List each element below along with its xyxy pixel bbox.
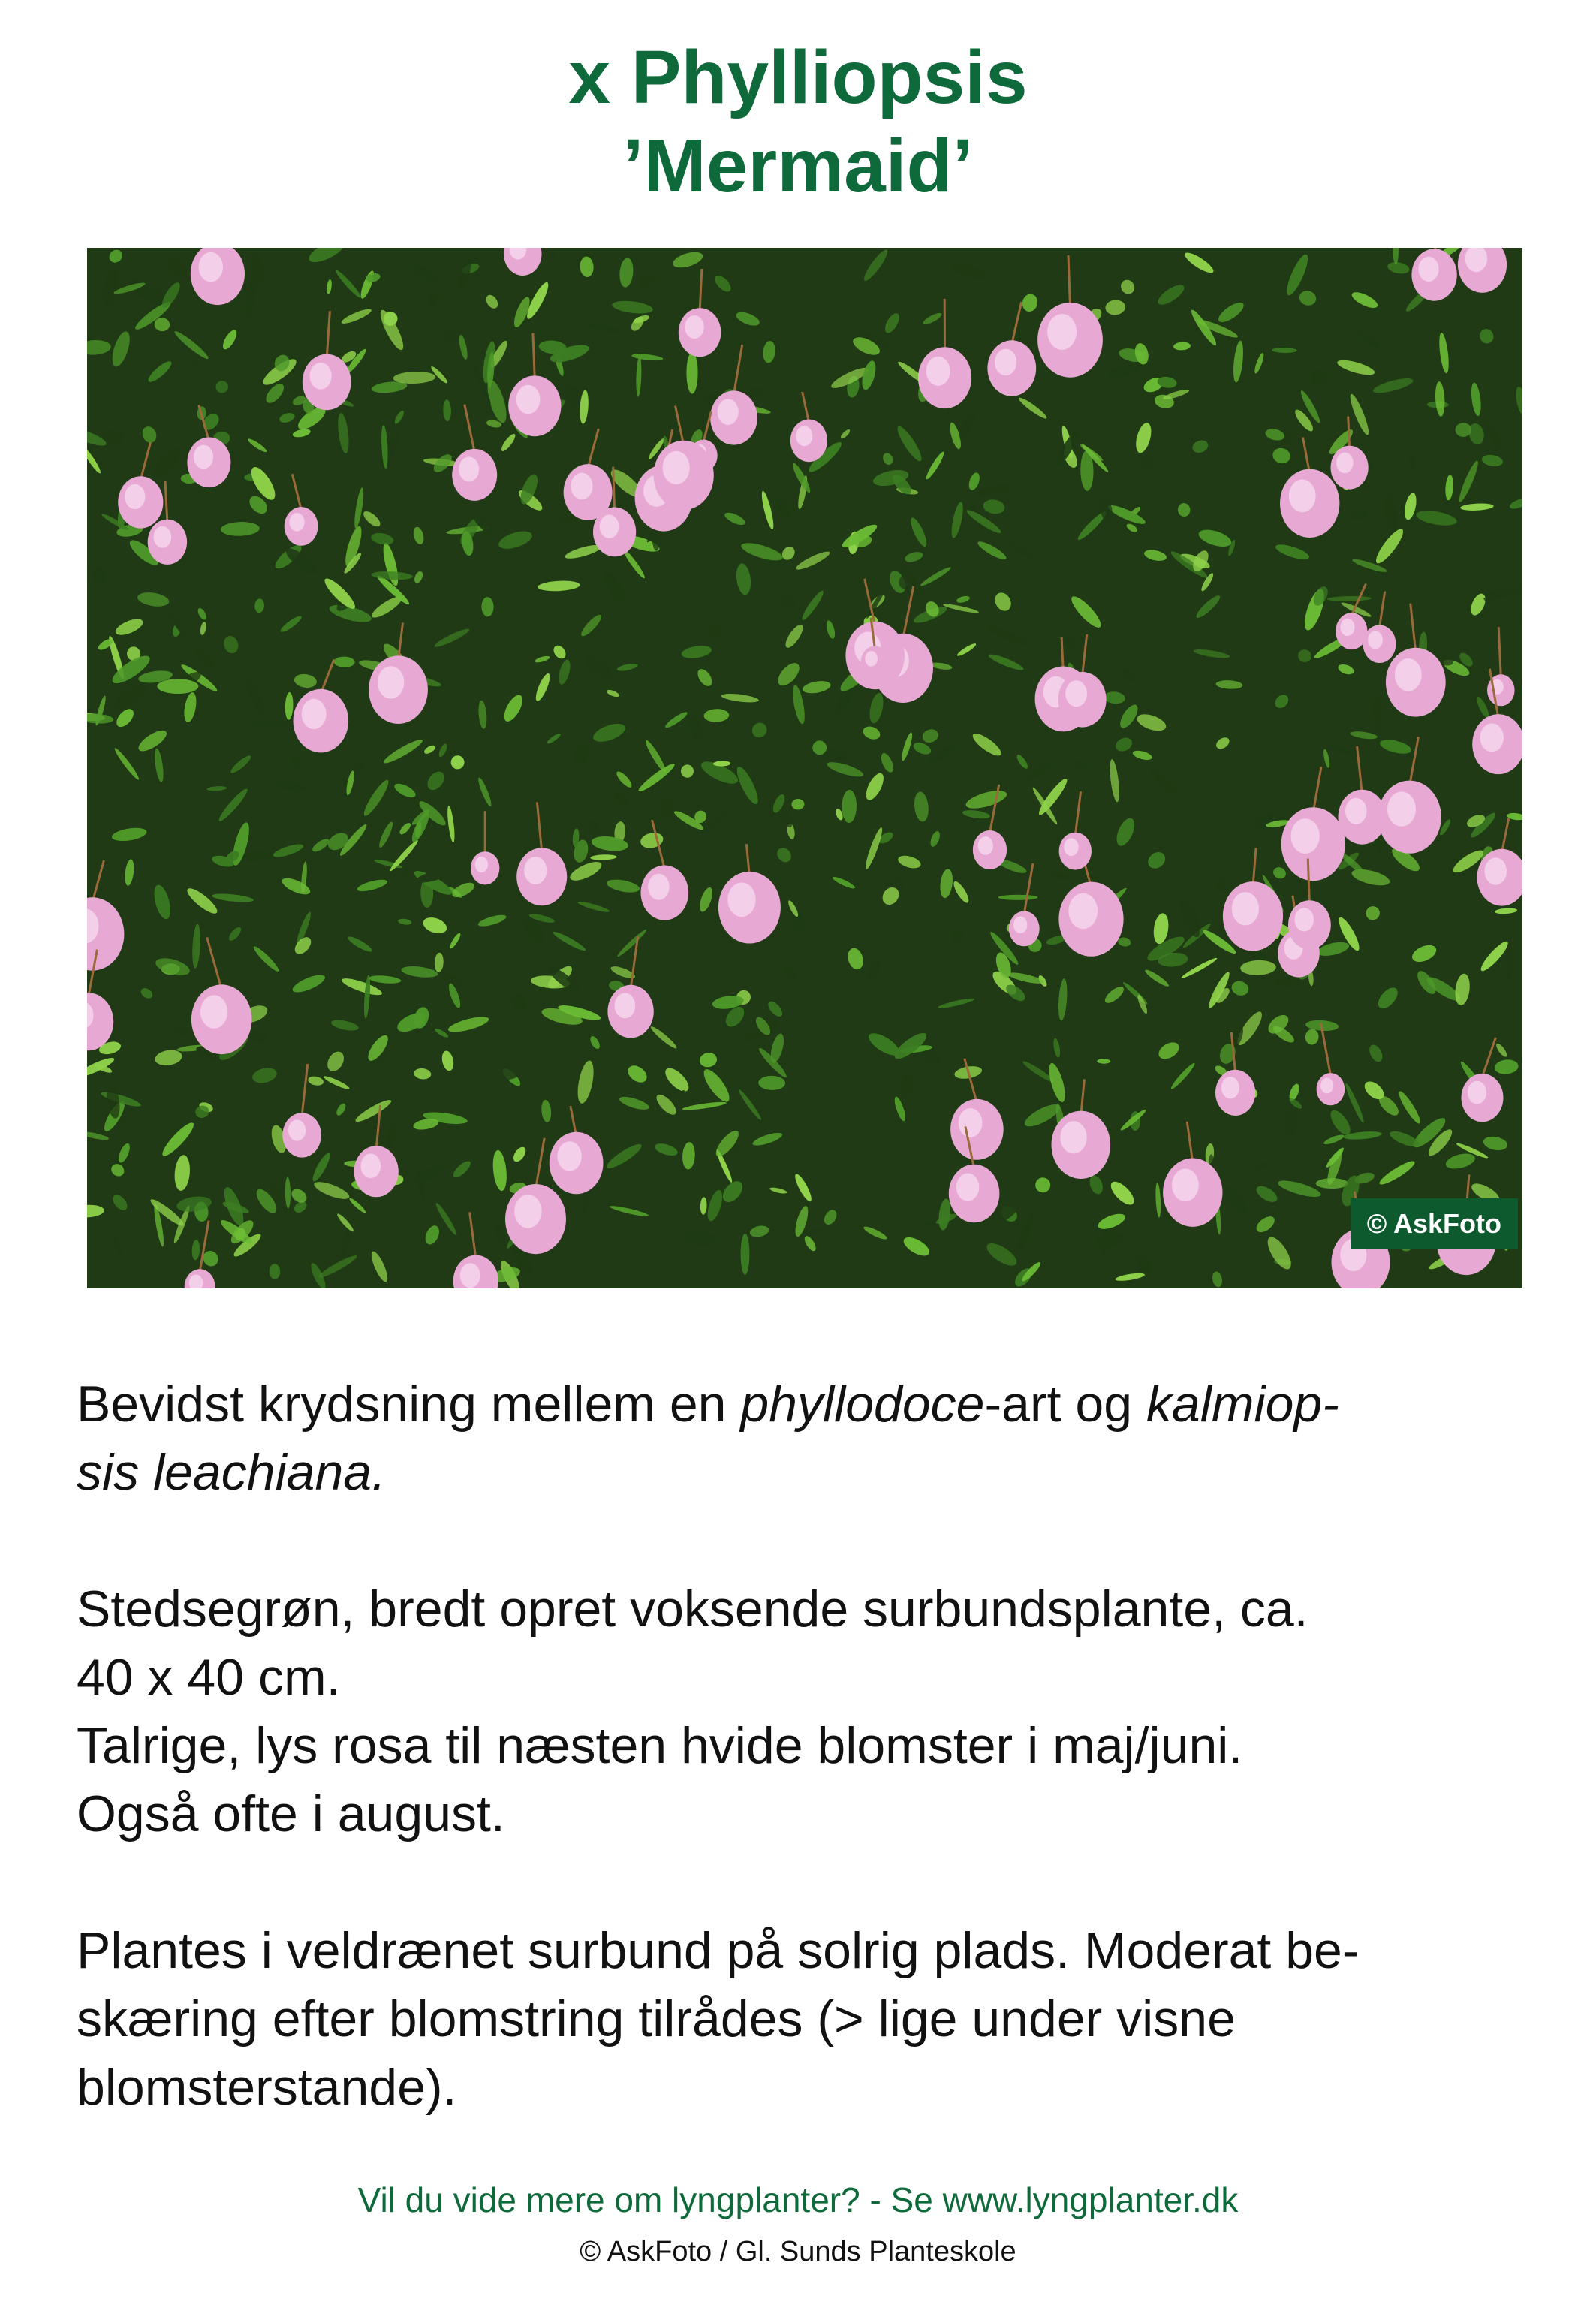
- description-paragraph-3: Plantes i veldrænet surbund på solrig plads. Moderat be- skæring efter blomstring tilrådes (> lige under visne blomsterstande).: [77, 1922, 1360, 2116]
- description-paragraph-1: Bevidst krydsning mellem en phyllodoce-art og kalmiop- sis leachiana.: [77, 1375, 1339, 1501]
- plant-photo: [87, 248, 1522, 1288]
- footer-link-text: Vil du vide mere om lyngplanter? - Se www.lyngplanter.dk: [357, 2180, 1239, 2219]
- leaf: [686, 352, 697, 394]
- plant-photo-illustration: [87, 248, 1522, 1288]
- leaf: [157, 679, 198, 694]
- leaf: [741, 1234, 750, 1275]
- leaf: [660, 796, 673, 820]
- leaf: [1316, 1178, 1348, 1189]
- page-title: [0, 33, 1596, 210]
- photo-credit: © AskFoto: [1351, 1198, 1518, 1249]
- title-line-2: ’Mermaid’: [622, 124, 974, 208]
- description-paragraph-2: Stedsegrøn, bredt opret voksende surbundsplante, ca. 40 x 40 cm. Talrige, lys rosa til næsten hvide blomster i maj/juni. Også ofte i august.: [77, 1580, 1308, 1842]
- title-line-1: x Phylliopsis: [568, 35, 1028, 119]
- footer-copyright: © AskFoto / Gl. Sunds Planteskole: [580, 2236, 1016, 2267]
- description: [77, 1370, 1525, 2122]
- leaf: [998, 895, 1038, 900]
